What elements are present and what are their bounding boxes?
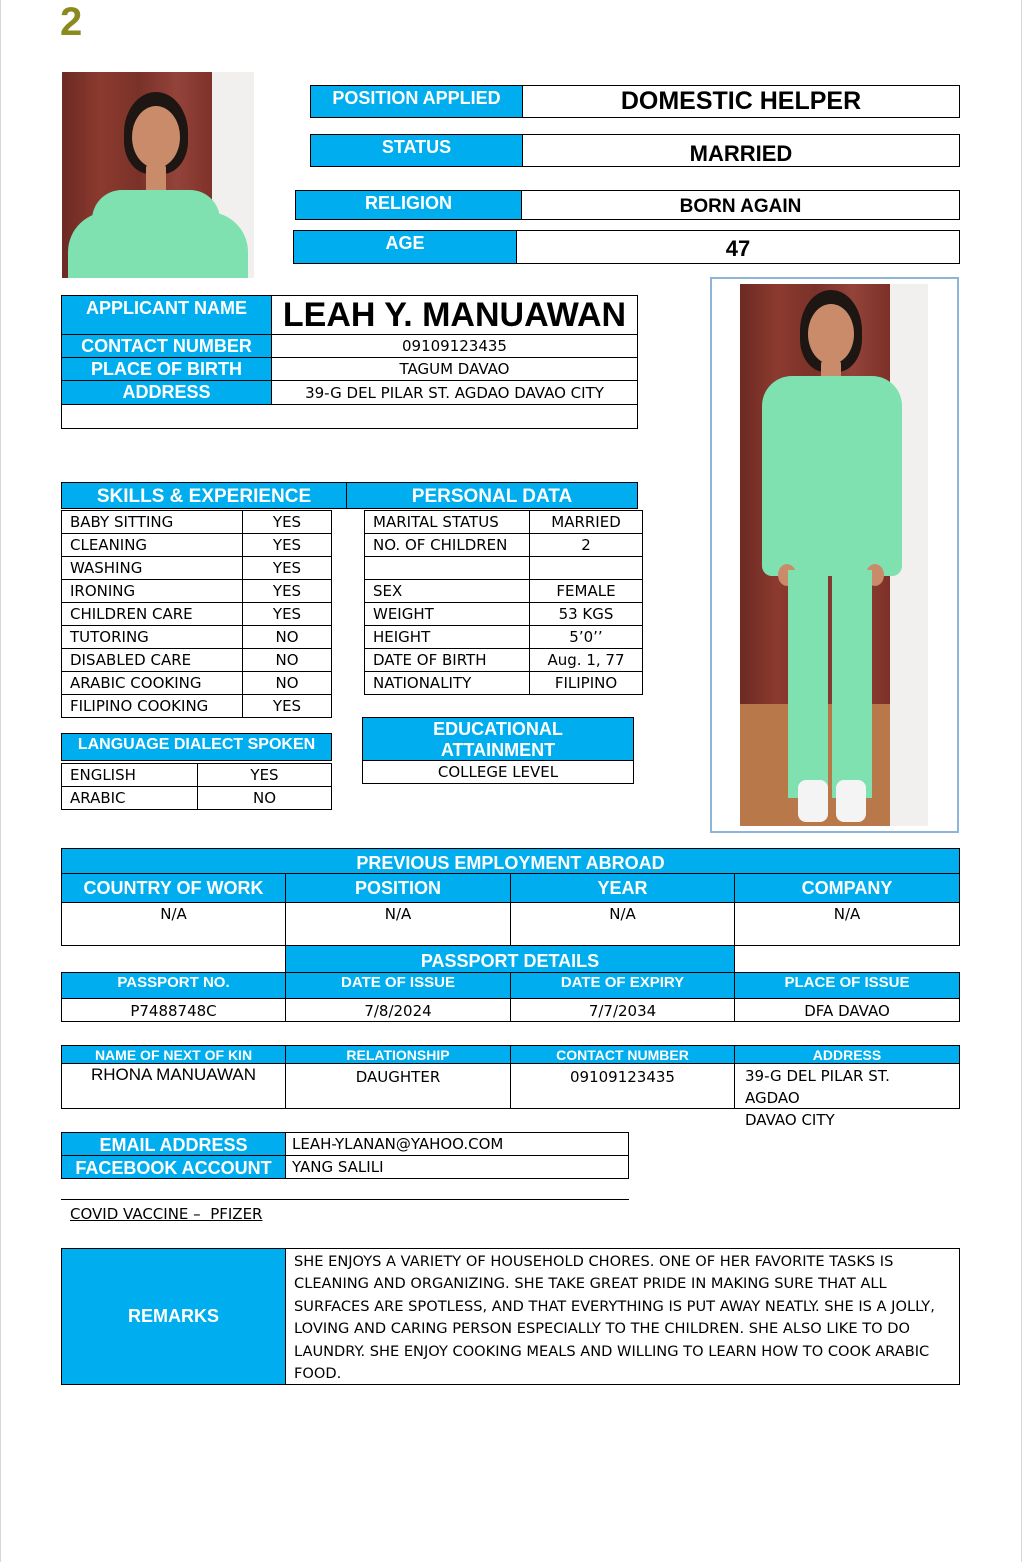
personal-label: NATIONALITY <box>364 671 530 695</box>
personal-value: 5’0’’ <box>529 625 643 649</box>
employment-header-position: POSITION <box>285 873 511 903</box>
personal-value <box>529 556 643 580</box>
skill-value: NO <box>242 648 332 672</box>
personal-value: 53 KGS <box>529 602 643 626</box>
skill-name: DISABLED CARE <box>61 648 243 672</box>
status-value: MARRIED <box>522 134 960 167</box>
page-number: 2 <box>60 0 83 44</box>
personal-label: MARITAL STATUS <box>364 510 530 534</box>
employment-header-company: COMPANY <box>734 873 960 903</box>
skill-value: YES <box>242 602 332 626</box>
skill-value: YES <box>242 556 332 580</box>
language-value: NO <box>197 786 332 810</box>
age-label: AGE <box>293 230 517 264</box>
position-applied-value: DOMESTIC HELPER <box>522 85 960 118</box>
personal-label: SEX <box>364 579 530 603</box>
passport-issue-value: 7/8/2024 <box>285 998 511 1022</box>
place-of-birth-value: TAGUM DAVAO <box>271 357 638 381</box>
place-of-birth-label: PLACE OF BIRTH <box>61 357 272 381</box>
employment-year-value: N/A <box>510 902 735 946</box>
headshot-photo <box>62 72 254 278</box>
skills-table <box>61 510 332 720</box>
kin-header-relationship: RELATIONSHIP <box>285 1045 511 1064</box>
religion-label: RELIGION <box>295 190 522 220</box>
skill-name: IRONING <box>61 579 243 603</box>
personal-label: HEIGHT <box>364 625 530 649</box>
skill-name: ARABIC COOKING <box>61 671 243 695</box>
contact-number-value: 09109123435 <box>271 334 638 358</box>
position-applied-label: POSITION APPLIED <box>310 85 523 118</box>
personal-label <box>364 556 530 580</box>
kin-header-name: NAME OF NEXT OF KIN <box>61 1045 286 1064</box>
kin-relationship-value: DAUGHTER <box>285 1063 511 1109</box>
address-value: 39-G DEL PILAR ST. AGDAO DAVAO CITY <box>271 380 638 405</box>
personal-value: 2 <box>529 533 643 557</box>
passport-place-value: DFA DAVAO <box>734 998 960 1022</box>
skill-name: BABY SITTING <box>61 510 243 534</box>
personal-label: NO. OF CHILDREN <box>364 533 530 557</box>
skill-name: CHILDREN CARE <box>61 602 243 626</box>
covid-divider <box>61 1199 629 1200</box>
skill-value: NO <box>242 671 332 695</box>
kin-address-value <box>734 1063 960 1129</box>
full-body-photo <box>740 284 928 826</box>
remarks-text: SHE ENJOYS A VARIETY OF HOUSEHOLD CHORES. ONE OF HER FAVORITE TASKS IS CLEANING AND ORGANIZING. SHE TAKE GREAT PRIDE IN MAKING SURE THAT ALL SURFACES ARE SPOTLESS, AND THAT EVERYTHING IS PUT AWAY NEATLY. SHE IS A JOLLY, LOVING AND CARING PERSON ESPECIALLY TO THE CHILDREN. SHE ALSO LIKE TO DO LAUNDRY. SHE ENJOY COOKING MEALS AND WILLING TO LEARN HOW TO COOK ARABIC FOOD. <box>294 1253 935 1383</box>
personal-value: FEMALE <box>529 579 643 603</box>
skills-title: SKILLS & EXPERIENCE <box>61 482 347 509</box>
language-name: ARABIC <box>61 786 198 810</box>
passport-expiry-value: 7/7/2034 <box>510 998 735 1022</box>
skill-name: TUTORING <box>61 625 243 649</box>
employment-header-country: COUNTRY OF WORK <box>61 873 286 903</box>
passport-header-expiry: DATE OF EXPIRY <box>510 972 735 999</box>
email-label: EMAIL ADDRESS <box>61 1132 286 1156</box>
applicant-name-label: APPLICANT NAME <box>61 295 272 335</box>
employment-country-value: N/A <box>61 902 286 946</box>
skill-value: YES <box>242 579 332 603</box>
remarks-label: REMARKS <box>61 1248 286 1385</box>
education-title-line2: ATTAINMENT <box>440 740 556 760</box>
passport-number-value: P7488748C <box>61 998 286 1022</box>
religion-value: BORN AGAIN <box>521 190 960 220</box>
skill-name: WASHING <box>61 556 243 580</box>
passport-title: PASSPORT DETAILS <box>285 945 735 973</box>
applicant-empty-row <box>61 404 638 429</box>
applicant-name-value: LEAH Y. MANUAWAN <box>271 295 638 335</box>
employment-title: PREVIOUS EMPLOYMENT ABROAD <box>61 848 960 874</box>
passport-header-issue: DATE OF ISSUE <box>285 972 511 999</box>
personal-label: DATE OF BIRTH <box>364 648 530 672</box>
employment-position-value: N/A <box>285 902 511 946</box>
skill-value: YES <box>242 694 332 718</box>
status-label: STATUS <box>310 134 523 167</box>
skill-name: FILIPINO COOKING <box>61 694 243 718</box>
address-label: ADDRESS <box>61 380 272 405</box>
contact-number-label: CONTACT NUMBER <box>61 334 272 358</box>
education-value: COLLEGE LEVEL <box>362 760 634 784</box>
employment-company-value: N/A <box>734 902 960 946</box>
kin-name-value: RHONA MANUAWAN <box>61 1063 286 1109</box>
skill-value: YES <box>242 510 332 534</box>
kin-address-line2: DAVAO CITY <box>745 1111 835 1129</box>
email-value: LEAH-YLANAN@YAHOO.COM <box>285 1132 629 1156</box>
language-name: ENGLISH <box>61 763 198 787</box>
remarks-box <box>285 1248 960 1385</box>
covid-vaccine: COVID VACCINE – PFIZER <box>70 1205 263 1223</box>
languages-title: LANGUAGE DIALECT SPOKEN <box>61 733 332 761</box>
personal-label: WEIGHT <box>364 602 530 626</box>
personal-data-table <box>364 510 643 696</box>
passport-header-number: PASSPORT NO. <box>61 972 286 999</box>
personal-data-title: PERSONAL DATA <box>346 482 638 509</box>
age-value: 47 <box>516 230 960 264</box>
personal-value: Aug. 1, 77 <box>529 648 643 672</box>
education-title <box>362 717 634 761</box>
kin-address-line1: 39-G DEL PILAR ST. AGDAO <box>745 1067 890 1107</box>
employment-header-year: YEAR <box>510 873 735 903</box>
passport-header-place: PLACE OF ISSUE <box>734 972 960 999</box>
education-title-line1: EDUCATIONAL <box>433 719 563 739</box>
facebook-label: FACEBOOK ACCOUNT <box>61 1155 286 1179</box>
kin-header-contact: CONTACT NUMBER <box>510 1045 735 1064</box>
skill-value: YES <box>242 533 332 557</box>
skill-name: CLEANING <box>61 533 243 557</box>
personal-value: MARRIED <box>529 510 643 534</box>
facebook-value: YANG SALILI <box>285 1155 629 1179</box>
kin-header-address: ADDRESS <box>734 1045 960 1064</box>
personal-value: FILIPINO <box>529 671 643 695</box>
skill-value: NO <box>242 625 332 649</box>
kin-contact-value: 09109123435 <box>510 1063 735 1109</box>
language-value: YES <box>197 763 332 787</box>
